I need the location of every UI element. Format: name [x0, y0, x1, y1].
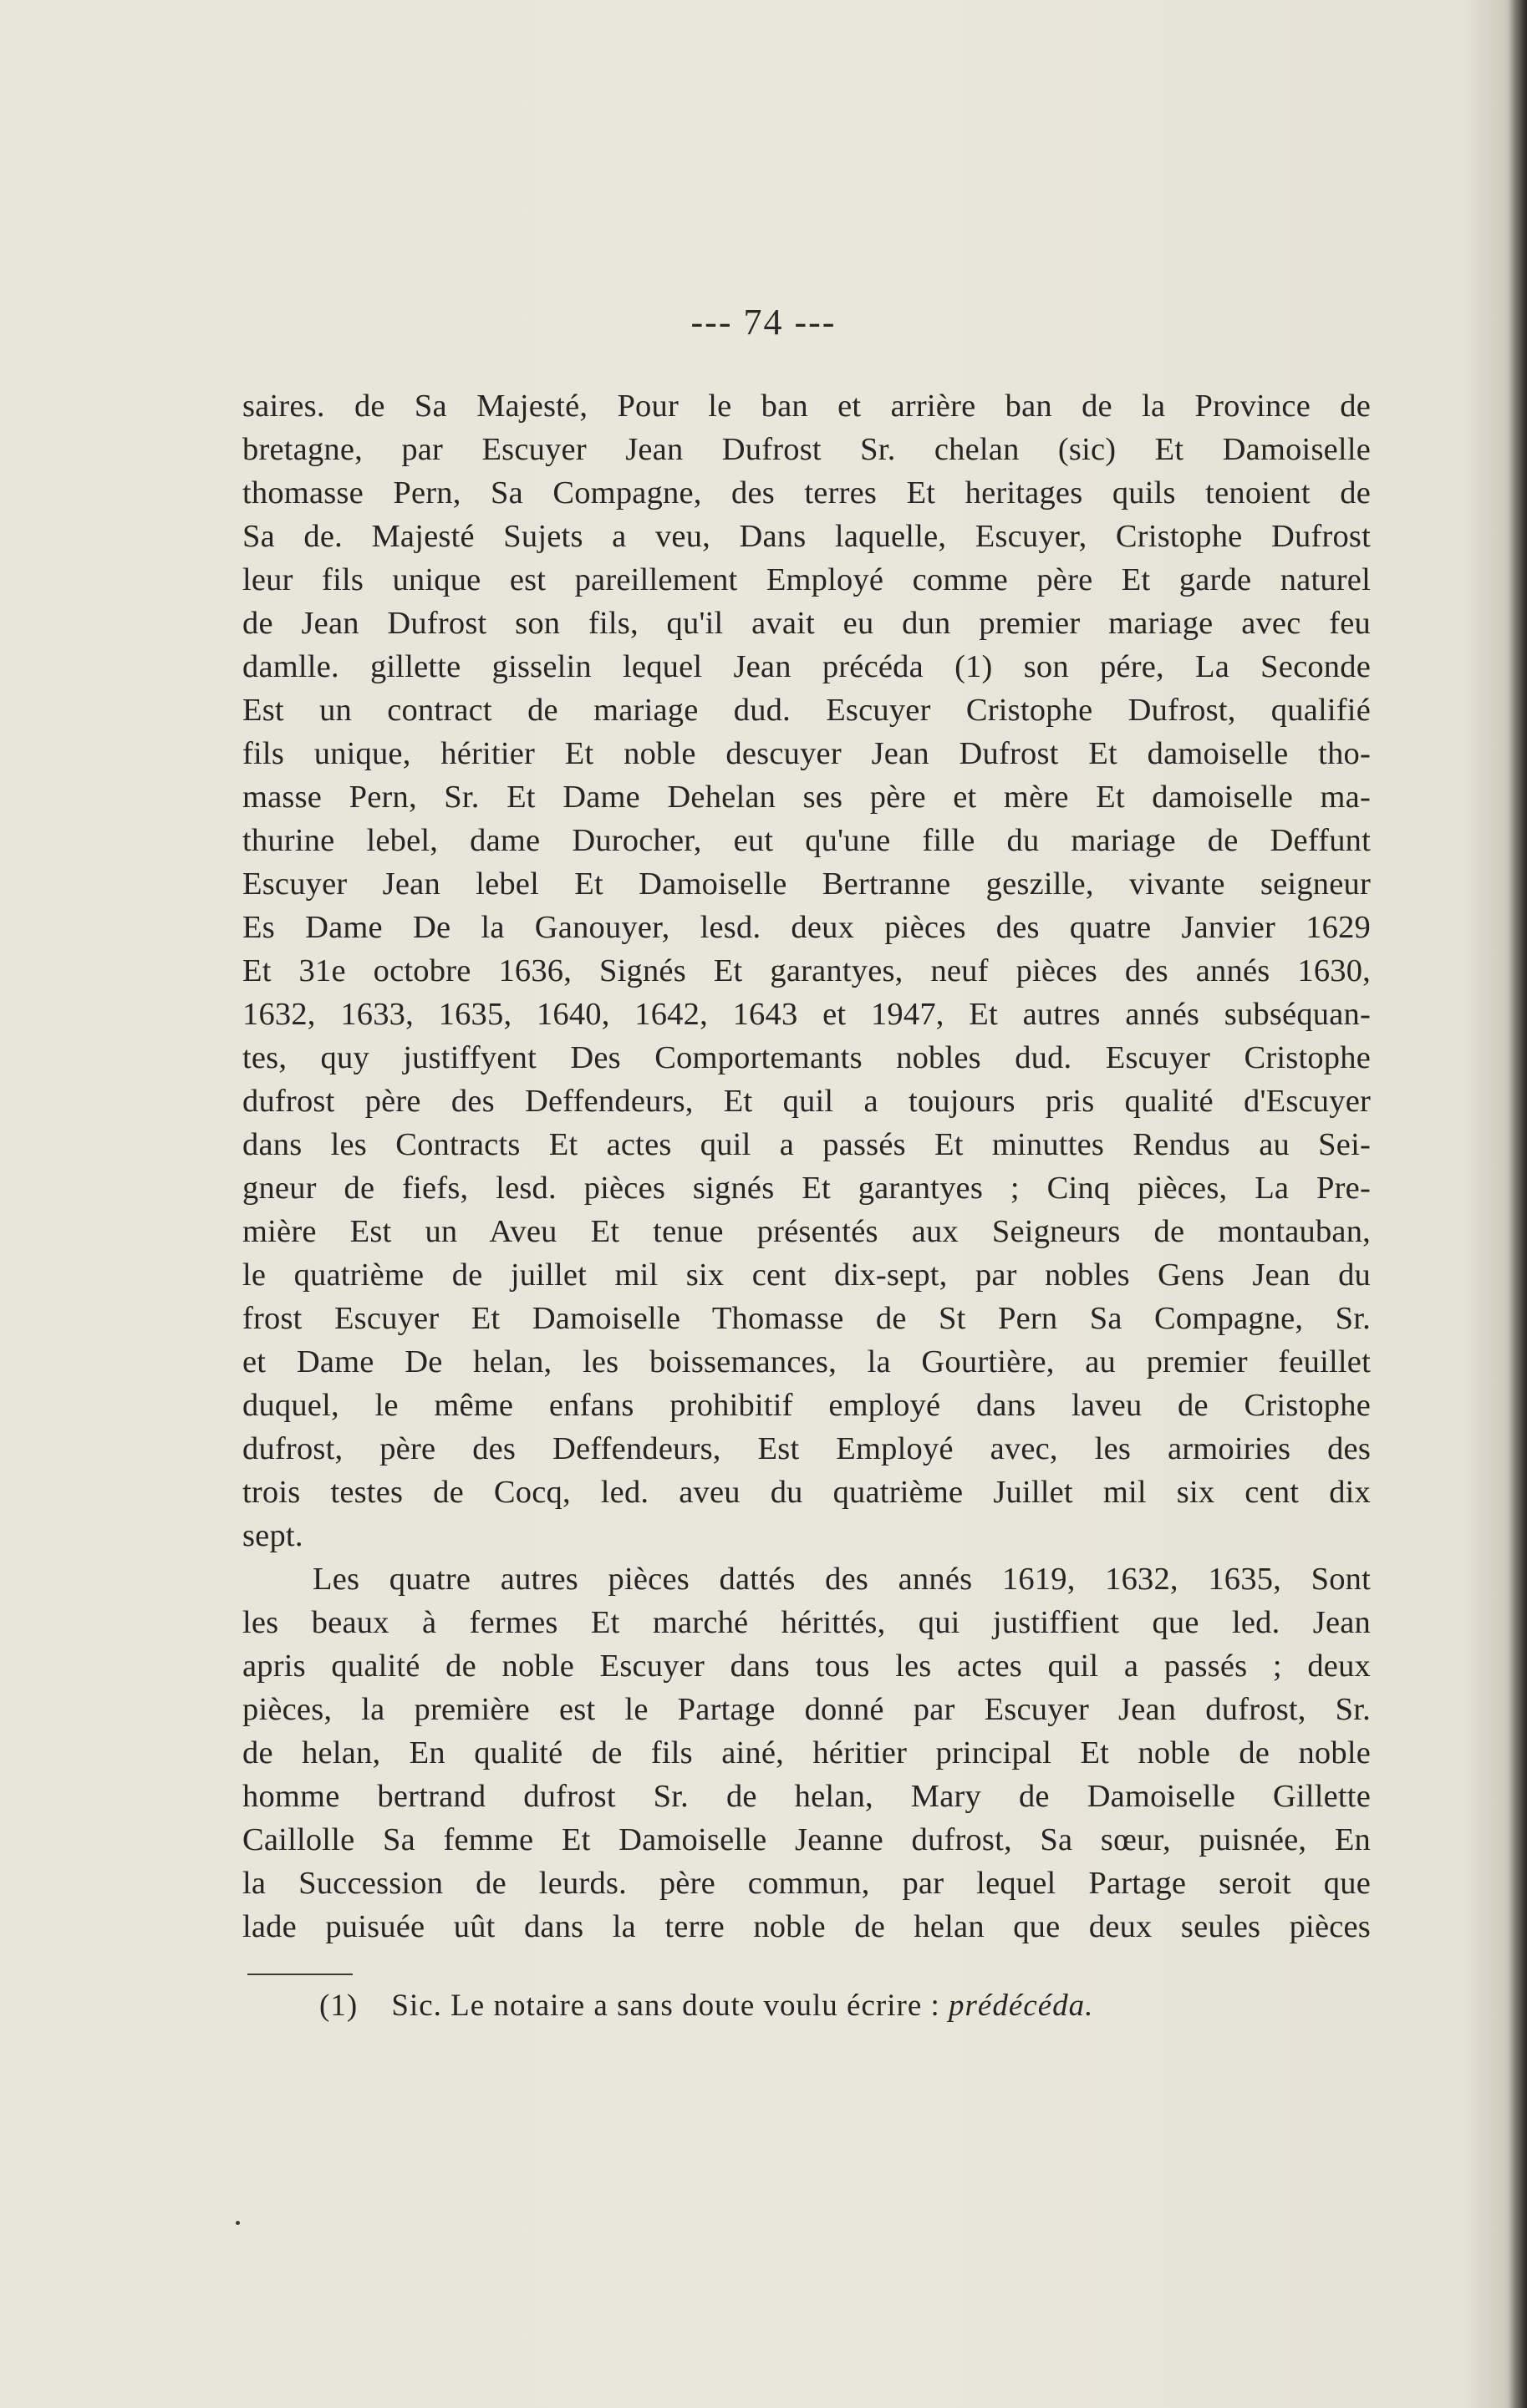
text-line: Es Dame De la Ganouyer, lesd. deux pièces des quatre Janvier 1629 — [242, 910, 1371, 945]
text-line: la Succession de leurds. père commun, par lequel Partage seroit que — [242, 1866, 1371, 1901]
text-line: duquel, le même enfans prohibitif employé dans laveu de Cristophe — [242, 1388, 1371, 1423]
text-line: et Dame De helan, les boissemances, la Gourtière, au premier feuillet — [242, 1344, 1371, 1379]
text-line: Et 31e octobre 1636, Signés Et garantyes, neuf pièces des annés 1630, — [242, 953, 1371, 988]
text-line: frost Escuyer Et Damoiselle Thomasse de St Pern Sa Compagne, Sr. — [242, 1301, 1371, 1336]
text-line: de Jean Dufrost son fils, qu'il avait eu dun premier mariage avec feu — [242, 606, 1371, 641]
text-line: sept. — [242, 1518, 303, 1553]
text-line: Escuyer Jean lebel Et Damoiselle Bertranne geszille, vivante seigneur — [242, 866, 1371, 902]
text-line: saires. de Sa Majesté, Pour le ban et arrière ban de la Province de — [242, 389, 1371, 424]
text-line: de helan, En qualité de fils ainé, héritier principal Et noble de noble — [242, 1735, 1371, 1770]
text-line: dufrost, père des Deffendeurs, Est Employé avec, les armoiries des — [242, 1431, 1371, 1466]
text-line: tes, quy justiffyent Des Comportemants nobles dud. Escuyer Cristophe — [242, 1040, 1371, 1075]
text-line: thomasse Pern, Sa Compagne, des terres Et heritages quils tenoient de — [242, 475, 1371, 511]
text-line: Caillolle Sa femme Et Damoiselle Jeanne dufrost, Sa sœur, puisnée, En — [242, 1822, 1371, 1857]
page-number: --- 74 --- — [690, 302, 837, 343]
text-line: dufrost père des Deffendeurs, Et quil a toujours pris qualité d'Escuyer — [242, 1084, 1371, 1119]
text-line: Est un contract de mariage dud. Escuyer Cristophe Dufrost, qualifié — [242, 693, 1371, 728]
text-line: Sa de. Majesté Sujets a veu, Dans laquelle, Escuyer, Cristophe Dufrost — [242, 519, 1371, 554]
footnote-divider — [247, 1974, 353, 1975]
text-line: pièces, la première est le Partage donné par Escuyer Jean dufrost, Sr. — [242, 1692, 1371, 1727]
paper-speck — [236, 2221, 240, 2225]
footnote-emphasis: prédécéda. — [949, 1989, 1094, 2023]
text-line: les beaux à fermes Et marché hérittés, qui justiffient que led. Jean — [242, 1605, 1371, 1640]
text-line: thurine lebel, dame Durocher, eut qu'une fille du mariage de Deffunt — [242, 823, 1371, 858]
text-line: le quatrième de juillet mil six cent dix-sept, par nobles Gens Jean du — [242, 1257, 1371, 1293]
text-line: apris qualité de noble Escuyer dans tous les actes quil a passés ; deux — [242, 1649, 1371, 1684]
text-line: bretagne, par Escuyer Jean Dufrost Sr. chelan (sic) Et Damoiselle — [242, 432, 1371, 467]
footnote-text: Sic. Le notaire a sans doute voulu écrire : — [391, 1989, 940, 2023]
text-line: 1632, 1633, 1635, 1640, 1642, 1643 et 1947, Et autres annés subséquan- — [242, 997, 1371, 1032]
text-line: trois testes de Cocq, led. aveu du quatrième Juillet mil six cent dix — [242, 1475, 1371, 1510]
text-line: homme bertrand dufrost Sr. de helan, Mary de Damoiselle Gillette — [242, 1779, 1371, 1814]
text-line: gneur de fiefs, lesd. pièces signés Et garantyes ; Cinq pièces, La Pre- — [242, 1171, 1371, 1206]
text-line: fils unique, héritier Et noble descuyer Jean Dufrost Et damoiselle tho- — [242, 736, 1371, 771]
page-edge-shadow — [1509, 0, 1527, 2408]
text-line: leur fils unique est pareillement Employé comme père Et garde naturel — [242, 562, 1371, 597]
text-line: lade puisuée uût dans la terre noble de helan que deux seules pièces — [242, 1909, 1371, 1944]
footnote — [319, 1985, 1093, 2027]
text-line: dans les Contracts Et actes quil a passés Et minuttes Rendus au Sei- — [242, 1127, 1371, 1162]
paragraph-start-line: Les quatre autres pièces dattés des annés 1619, 1632, 1635, Sont — [313, 1562, 1371, 1597]
footnote-marker: (1) — [319, 1989, 359, 2023]
text-line: mière Est un Aveu Et tenue présentés aux Seigneurs de montauban, — [242, 1214, 1371, 1249]
body-text — [242, 384, 1371, 1948]
text-line: masse Pern, Sr. Et Dame Dehelan ses père et mère Et damoiselle ma- — [242, 780, 1371, 815]
text-line: damlle. gillette gisselin lequel Jean précéda (1) son pére, La Seconde — [242, 649, 1371, 684]
